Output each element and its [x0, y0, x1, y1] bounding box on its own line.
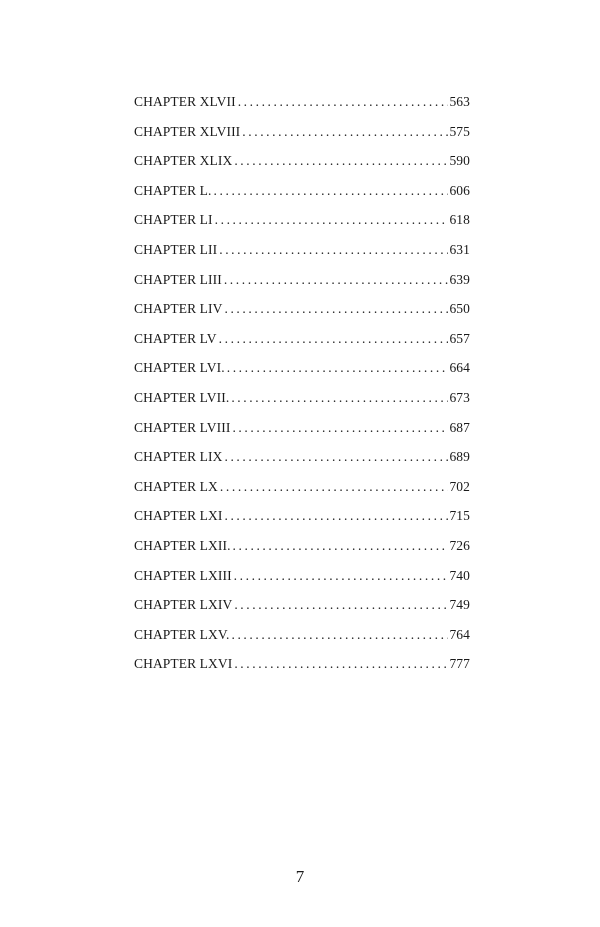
toc-entry-title: CHAPTER LI [134, 212, 213, 228]
toc-dot-leader [232, 418, 448, 438]
toc-entry-page: 563 [449, 94, 470, 109]
toc-dot-leader [242, 122, 448, 142]
toc-dot-leader [234, 566, 449, 586]
toc-dot-leader [233, 536, 449, 556]
toc-entry-page: 664 [449, 360, 470, 376]
toc-entry[interactable] [134, 625, 470, 655]
toc-dot-leader [234, 654, 448, 674]
toc-entry[interactable] [134, 210, 470, 240]
toc-dot-leader [227, 358, 449, 378]
page-number: 7 [295, 867, 305, 886]
toc-entry-title: CHAPTER XLVII [134, 94, 236, 109]
toc-entry-page: 687 [449, 419, 470, 435]
toc-dot-leader [231, 388, 448, 408]
toc-entry[interactable] [134, 654, 470, 684]
toc-entry-page: 575 [449, 123, 470, 139]
toc-entry[interactable] [134, 122, 470, 152]
toc-dot-leader [219, 329, 449, 349]
toc-entry[interactable] [134, 388, 470, 418]
toc-dot-leader [224, 270, 449, 290]
toc-entry[interactable] [134, 329, 470, 359]
toc-entry-title: CHAPTER LXV. [134, 626, 230, 642]
toc-entry[interactable] [134, 418, 470, 448]
toc-dot-leader [231, 625, 448, 645]
toc-entry[interactable] [134, 477, 470, 507]
toc-entry[interactable] [134, 447, 470, 477]
toc-entry-page: 749 [449, 597, 470, 613]
toc-dot-leader [224, 506, 448, 526]
toc-entry-page: 639 [449, 271, 470, 287]
toc-entry-title: CHAPTER XLIX [134, 153, 233, 169]
toc-entry[interactable] [134, 358, 470, 388]
toc-dot-leader [234, 151, 448, 171]
toc-entry[interactable] [134, 536, 470, 566]
toc-dot-leader [219, 240, 448, 260]
toc-dot-leader [234, 595, 448, 615]
toc-dot-leader [215, 210, 449, 230]
toc-entry-page: 702 [449, 478, 470, 494]
toc-entry-title: CHAPTER LVII. [134, 389, 230, 405]
toc-entry-page: 726 [449, 537, 470, 553]
toc-entry[interactable] [134, 240, 470, 270]
toc-entry[interactable] [134, 566, 470, 596]
toc-entry-title: CHAPTER LXVI [134, 656, 233, 672]
toc-entry-title: CHAPTER LV [134, 330, 217, 346]
toc-entry-title: CHAPTER LVI. [134, 360, 225, 376]
toc-dot-leader [224, 447, 448, 467]
toc-entry-title: CHAPTER LX [134, 478, 218, 494]
toc-entry-title: CHAPTER LXIV [134, 597, 233, 613]
toc-dot-leader [214, 181, 449, 201]
toc-entry[interactable] [134, 92, 470, 122]
toc-entry-page: 618 [449, 212, 470, 228]
toc-entry[interactable] [134, 181, 470, 211]
toc-entry-title: CHAPTER LVIII [134, 419, 231, 435]
toc-entry-page: 777 [449, 656, 470, 672]
toc-entry[interactable] [134, 270, 470, 300]
toc-entry-title: CHAPTER LXI [134, 508, 223, 524]
table-of-contents [134, 92, 470, 684]
toc-dot-leader [238, 92, 449, 112]
toc-entry[interactable] [134, 506, 470, 536]
toc-entry[interactable] [134, 595, 470, 625]
toc-entry-title: CHAPTER XLVIII [134, 123, 241, 139]
toc-entry-page: 606 [449, 182, 470, 198]
toc-entry-title: CHAPTER LII [134, 241, 218, 257]
toc-entry-title: CHAPTER LIII [134, 271, 222, 287]
toc-entry-page: 673 [449, 389, 470, 405]
toc-entry-page: 764 [449, 626, 470, 642]
toc-entry-page: 631 [449, 241, 470, 257]
toc-entry-page: 590 [449, 153, 470, 169]
toc-entry-title: CHAPTER LIX [134, 449, 223, 465]
toc-entry-title: CHAPTER LXIII [134, 567, 232, 583]
toc-entry-title: CHAPTER LIV [134, 301, 223, 317]
toc-entry-page: 657 [449, 330, 470, 346]
toc-entry-page: 715 [449, 508, 470, 524]
toc-entry-page: 740 [449, 567, 470, 583]
toc-dot-leader [224, 299, 448, 319]
toc-entry-title: CHAPTER L. [134, 182, 212, 198]
toc-entry[interactable] [134, 151, 470, 181]
toc-dot-leader [220, 477, 449, 497]
toc-entry[interactable] [134, 299, 470, 329]
toc-entry-title: CHAPTER LXII. [134, 537, 231, 553]
toc-entry-page: 689 [449, 449, 470, 465]
toc-entry-page: 650 [449, 301, 470, 317]
